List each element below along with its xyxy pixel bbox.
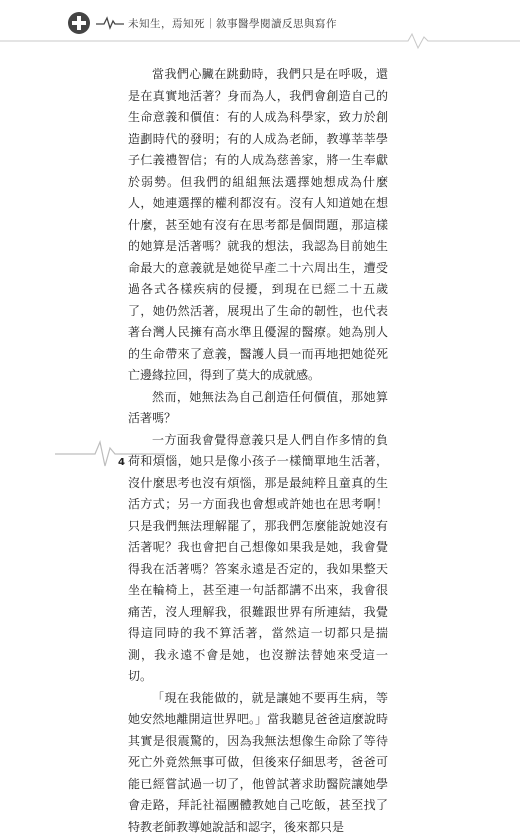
running-header bbox=[68, 12, 337, 34]
paragraph: 然而，她無法為自己創造任何價值，那她算活著嗎？ bbox=[128, 387, 388, 430]
paragraph: 當我們心臟在跳動時，我們只是在呼吸，還是在真實地活著？身而為人，我們會創造自己的生命意義和價值：有的人成為科學家，致力於創造劃時代的發明；有的人成為老師，教導莘莘學子仁義禮智信；有的人成為慈善家，將一生奉獻於弱勢。但我們的組組無法選擇她想成為什麼人，她連選擇的權利都沒有。沒有人知道她在想什麼，甚至她有沒有在思考都是個問題，那這樣的她算是活著嗎？就我的想法，我認為目前她生命最大的意義就是她從早產二十六周出生，遭受過各式各樣疾病的侵擾，到現在已經二十五歲了，她仍然活著，展現出了生命的韌性，也代表著台灣人民擁有高水準且優渥的醫療。她為別人的生命帶來了意義，醫護人員一而再地把她從死亡邊緣拉回，得到了莫大的成就感。 bbox=[128, 64, 388, 387]
header-heartbeat-rule bbox=[0, 32, 520, 50]
running-title: 未知生，焉知死｜敘事醫學閱讀反思與寫作 bbox=[128, 16, 337, 31]
heartbeat-line-icon bbox=[96, 16, 124, 30]
heartbeat-wave-icon bbox=[55, 432, 175, 472]
page-number: 4 bbox=[118, 457, 125, 468]
paragraph: 「現在我能做的，就是讓她不要再生病，等她安然地離開這世界吧。」當我聽見爸爸這麼說時其實是很震驚的，因為我無法想像生命除了等待死亡外竟然無事可做，但後來仔細思考，爸爸可能已經嘗試過一切了，他曾試著求助醫院讓她學會走路，拜託社福團體教她自己吃飯，甚至找了特教老師教導她說話和認字，後來都只是 bbox=[128, 688, 388, 838]
paragraph: 一方面我會覺得意義只是人們自作多情的負荷和煩惱，她只是像小孩子一樣簡單地生活著，沒什麼思考也沒有煩惱，那是最純粹且童真的生活方式；另一方面我也會想或許她也在思考啊！只是我們無法理解罷了，那我們怎麼能說她沒有活著呢？我也會把自己想像如果我是她，我會覺得我在活著嗎？答案永遠是否定的，我如果整天坐在輪椅上，甚至連一句話都講不出來，我會很痛苦，沒人理解我，很難跟世界有所連結，我覺得這同時的我不算活著，當然這一切都只是揣測，我永遠不會是她，也沒辦法替她來受這一切。 bbox=[128, 430, 388, 688]
medical-cross-badge-icon bbox=[68, 12, 90, 34]
